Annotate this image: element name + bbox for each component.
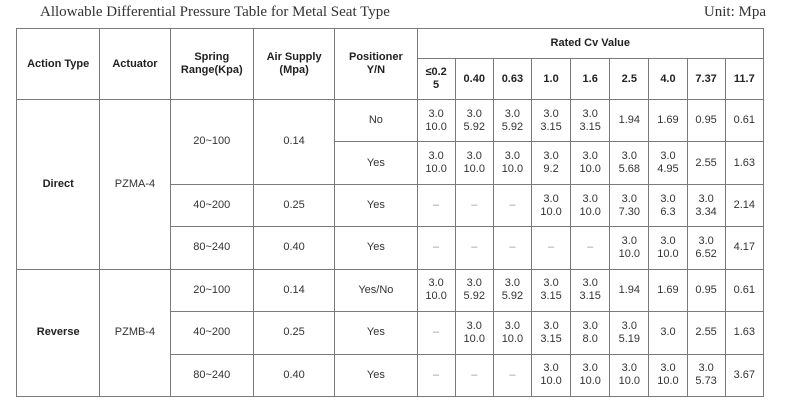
cv-value-cell: 3.0 10.0	[531, 354, 570, 396]
air-supply-cell: 0.25	[253, 312, 334, 354]
cv-value-cell: –	[571, 227, 610, 269]
header-cv-value: 7.37	[687, 59, 725, 100]
actuator-cell: PZMB-4	[100, 269, 170, 396]
cv-value-cell: –	[493, 354, 531, 396]
air-supply-cell: 0.14	[253, 100, 334, 185]
spring-range-cell: 20~100	[170, 100, 253, 185]
positioner-cell: Yes	[335, 142, 417, 184]
unit-label: Unit: Mpa	[703, 4, 766, 20]
header-rated-cv: Rated Cv Value	[417, 29, 763, 59]
cv-value-cell: 3.0 5.92	[493, 100, 531, 142]
cv-value-cell: 2.55	[687, 312, 725, 354]
cv-value-cell: –	[455, 227, 493, 269]
cv-value-cell: 3.0 9.2	[531, 142, 570, 184]
cv-value-cell: 3.0 10.0	[610, 227, 649, 269]
cv-value-cell: –	[493, 184, 531, 226]
action-type-cell: Direct	[17, 100, 100, 270]
cv-value-cell: 3.0 5.92	[455, 269, 493, 311]
positioner-cell: Yes	[335, 312, 417, 354]
cv-value-cell: 3.0 6.52	[687, 227, 725, 269]
cv-value-cell: 3.0 5.68	[610, 142, 649, 184]
cv-value-cell: 3.0 10.0	[531, 184, 570, 226]
table-title: Allowable Differential Pressure Table for Metal Seat Type	[40, 4, 390, 20]
cv-value-cell: 3.0 10.0	[571, 184, 610, 226]
cv-value-cell: 3.0 10.0	[571, 354, 610, 396]
spring-range-cell: 40~200	[170, 312, 253, 354]
table-row	[17, 269, 764, 311]
cv-value-cell: 1.94	[610, 100, 649, 142]
header-spring-range: Spring Range(Kpa)	[170, 29, 253, 100]
cv-value-cell: 3.0 10.0	[493, 142, 531, 184]
cv-value-cell: –	[455, 354, 493, 396]
cv-value-cell: 3.0 3.34	[687, 184, 725, 226]
cv-value-cell: 3.0 5.92	[493, 269, 531, 311]
cv-value-cell: 3.0 10.0	[493, 312, 531, 354]
positioner-cell: Yes	[335, 184, 417, 226]
cv-value-cell: 1.63	[725, 312, 763, 354]
cv-value-cell: 3.0 3.15	[571, 269, 610, 311]
cv-value-cell: 3.0 3.15	[571, 100, 610, 142]
header-cv-value: 0.63	[493, 59, 531, 100]
header-cv-value: ≤0.2 5	[417, 59, 455, 100]
cv-value-cell: 3.0 10.0	[417, 269, 455, 311]
cv-value-cell: 3.0 3.15	[531, 100, 570, 142]
cv-value-cell: –	[455, 184, 493, 226]
header-cv-value: 0.40	[455, 59, 493, 100]
header-air-supply: Air Supply (Mpa)	[253, 29, 334, 100]
cv-value-cell: 3.0 10.0	[417, 100, 455, 142]
cv-value-cell: 0.61	[725, 100, 763, 142]
cv-value-cell: 2.55	[687, 142, 725, 184]
cv-value-cell: 3.0 5.92	[455, 100, 493, 142]
air-supply-cell: 0.40	[253, 227, 334, 269]
cv-value-cell: 3.0 3.15	[531, 312, 570, 354]
actuator-cell: PZMA-4	[100, 100, 170, 270]
cv-value-cell: –	[417, 227, 455, 269]
cv-value-cell: 3.0 4.95	[649, 142, 687, 184]
cv-value-cell: 2.14	[725, 184, 763, 226]
cv-value-cell: –	[417, 354, 455, 396]
header-positioner: Positioner Y/N	[335, 29, 417, 100]
cv-value-cell: 3.0 10.0	[610, 354, 649, 396]
cv-value-cell: 3.0 10.0	[455, 312, 493, 354]
cv-value-cell: 3.67	[725, 354, 763, 396]
cv-value-cell: 0.61	[725, 269, 763, 311]
cv-value-cell: –	[531, 227, 570, 269]
spring-range-cell: 40~200	[170, 184, 253, 226]
cv-value-cell: 3.0 10.0	[455, 142, 493, 184]
cv-value-cell: 3.0	[649, 312, 687, 354]
positioner-cell: Yes	[335, 354, 417, 396]
cv-value-cell: –	[417, 312, 455, 354]
cv-value-cell: 3.0 10.0	[649, 354, 687, 396]
cv-value-cell: 3.0 7.30	[610, 184, 649, 226]
cv-value-cell: 3.0 6.3	[649, 184, 687, 226]
pressure-table	[16, 28, 764, 397]
cv-value-cell: 4.17	[725, 227, 763, 269]
spring-range-cell: 20~100	[170, 269, 253, 311]
header-cv-value: 2.5	[610, 59, 649, 100]
air-supply-cell: 0.40	[253, 354, 334, 396]
cv-value-cell: 3.0 8.0	[571, 312, 610, 354]
header-cv-value: 1.0	[531, 59, 570, 100]
air-supply-cell: 0.14	[253, 269, 334, 311]
cv-value-cell: 3.0 10.0	[571, 142, 610, 184]
positioner-cell: Yes	[335, 227, 417, 269]
cv-value-cell: 1.94	[610, 269, 649, 311]
cv-value-cell: –	[493, 227, 531, 269]
spring-range-cell: 80~240	[170, 354, 253, 396]
cv-value-cell: 0.95	[687, 269, 725, 311]
header-action-type: Action Type	[17, 29, 100, 100]
header-actuator: Actuator	[100, 29, 170, 100]
cv-value-cell: 1.63	[725, 142, 763, 184]
header-cv-value: 4.0	[649, 59, 687, 100]
cv-value-cell: 1.69	[649, 269, 687, 311]
cv-value-cell: 3.0 3.15	[531, 269, 570, 311]
cv-value-cell: –	[417, 184, 455, 226]
action-type-cell: Reverse	[17, 269, 100, 396]
positioner-cell: No	[335, 100, 417, 142]
cv-value-cell: 0.95	[687, 100, 725, 142]
header-cv-value: 1.6	[571, 59, 610, 100]
spring-range-cell: 80~240	[170, 227, 253, 269]
header-cv-value: 11.7	[725, 59, 763, 100]
cv-value-cell: 1.69	[649, 100, 687, 142]
table-row	[17, 100, 764, 142]
air-supply-cell: 0.25	[253, 184, 334, 226]
positioner-cell: Yes/No	[335, 269, 417, 311]
cv-value-cell: 3.0 10.0	[649, 227, 687, 269]
cv-value-cell: 3.0 5.19	[610, 312, 649, 354]
cv-value-cell: 3.0 5.73	[687, 354, 725, 396]
cv-value-cell: 3.0 10.0	[417, 142, 455, 184]
